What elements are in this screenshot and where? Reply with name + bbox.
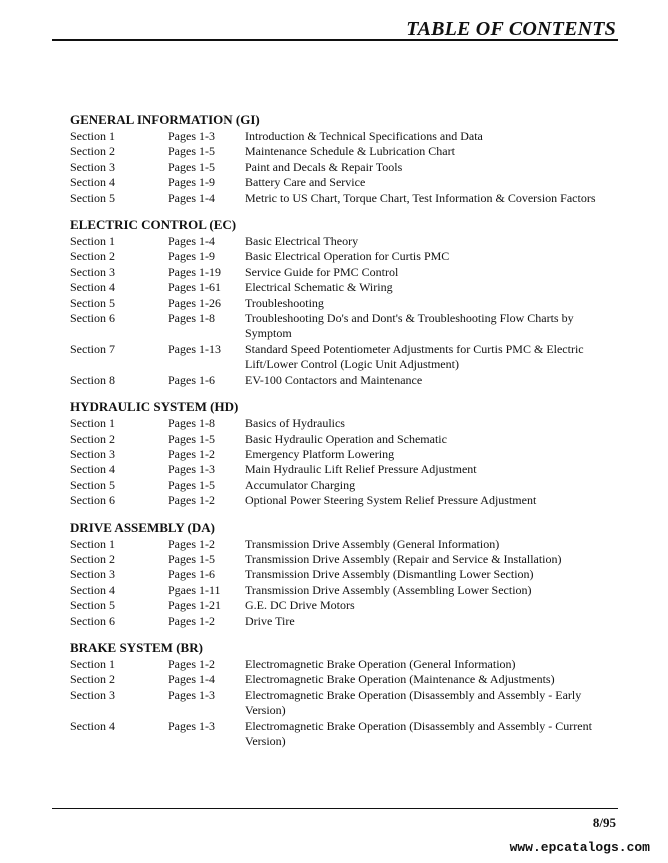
toc-entry (70, 342, 610, 373)
toc-entry (70, 373, 610, 388)
entry-section-label: Section 5 (70, 598, 115, 613)
entry-pages: Pages 1-5 (168, 477, 215, 492)
entry-description: Electromagnetic Brake Operation (Disassembly and Assembly - Early Version) (245, 687, 582, 718)
entry-pages: Pages 1-6 (168, 372, 215, 387)
entry-section-label: Section 6 (70, 311, 115, 326)
toc-content (70, 112, 610, 760)
entry-pages: Pages 1-2 (168, 536, 215, 551)
entry-section-label: Section 3 (70, 567, 115, 582)
entry-description: Introduction & Technical Specifications and Data (245, 129, 483, 143)
entry-pages: Pages 1-13 (168, 341, 221, 356)
section-heading: GENERAL INFORMATION (GI) (70, 112, 260, 127)
entry-description: Drive Tire (245, 613, 295, 628)
entry-pages: Pages 1-6 (168, 567, 215, 582)
entry-pages: Pages 1-5 (168, 551, 215, 566)
toc-entry (70, 567, 610, 582)
entry-pages: Pages 1-61 (168, 280, 221, 295)
entry-pages: Pgaes 1-11 (168, 582, 221, 597)
entry-description: Electrical Schematic & Wiring (245, 280, 393, 295)
entry-section-label: Section 4 (70, 718, 115, 733)
entry-section-label: Section 2 (70, 144, 115, 159)
toc-entry (70, 614, 610, 629)
section-heading: DRIVE ASSEMBLY (DA) (70, 519, 215, 535)
toc-entry (70, 311, 610, 342)
toc-entry (70, 462, 610, 477)
entry-description: Troubleshooting Do's and Dont's & Troubleshooting Flow Charts by Symptom (245, 311, 574, 341)
section-heading: BRAKE SYSTEM (BR) (70, 639, 203, 655)
entry-description: Accumulator Charging (245, 477, 356, 492)
toc-section (70, 399, 610, 508)
entry-pages: Pages 1-3 (168, 462, 215, 477)
footer-divider (52, 808, 618, 809)
toc-entry (70, 552, 610, 567)
entry-description: Paint and Decals & Repair Tools (245, 159, 403, 174)
entry-section-label: Section 3 (70, 446, 115, 461)
toc-entry (70, 672, 610, 687)
entry-description: Optional Power Steering System Relief Pressure Adjustment (245, 493, 537, 508)
entry-section-label: Section 1 (70, 536, 115, 551)
entry-section-label: Section 2 (70, 249, 115, 264)
entry-section-label: Section 7 (70, 341, 115, 356)
toc-entry (70, 657, 610, 672)
toc-section (70, 112, 610, 206)
entry-section-label: Section 5 (70, 477, 115, 492)
entry-pages: Pages 1-8 (168, 311, 215, 326)
entry-section-label: Section 2 (70, 431, 115, 446)
entry-section-label: Section 3 (70, 687, 115, 702)
toc-entry (70, 688, 610, 719)
toc-entry (70, 583, 610, 598)
toc-entry (70, 265, 610, 280)
toc-section (70, 217, 610, 388)
entry-description: Electromagnetic Brake Operation (General Information) (245, 656, 516, 671)
entry-pages: Pages 1-4 (168, 190, 215, 205)
entry-pages: Pages 1-2 (168, 493, 215, 508)
entry-pages: Pages 1-8 (168, 416, 215, 431)
entry-section-label: Section 2 (70, 551, 115, 566)
entry-description: Basic Electrical Operation for Curtis PMC (245, 249, 450, 264)
entry-pages: Pages 1-3 (168, 718, 215, 733)
entry-section-label: Section 4 (70, 582, 115, 597)
entry-pages: Pages 1-19 (168, 264, 221, 279)
entry-section-label: Section 6 (70, 493, 115, 508)
toc-entry (70, 447, 610, 462)
entry-pages: Pages 1-5 (168, 159, 215, 174)
entry-section-label: Section 6 (70, 613, 115, 628)
entry-description: Emergency Platform Lowering (245, 446, 395, 461)
entry-pages: Pages 1-3 (168, 687, 215, 702)
toc-entry (70, 432, 610, 447)
page-title: TABLE OF CONTENTS (406, 18, 616, 40)
toc-entry (70, 144, 610, 159)
entry-section-label: Section 1 (70, 416, 115, 431)
entry-description: Service Guide for PMC Control (245, 264, 399, 279)
entry-description: Electromagnetic Brake Operation (Maintenance & Adjustments) (245, 672, 555, 687)
entry-description: Battery Care and Service (245, 175, 366, 190)
entry-pages: Pages 1-5 (168, 431, 215, 446)
entry-description: Troubleshooting (245, 295, 324, 310)
entry-pages: Pages 1-26 (168, 295, 221, 310)
entry-pages: Pages 1-2 (168, 613, 215, 628)
entry-section-label: Section 5 (70, 190, 115, 205)
entry-pages: Pages 1-2 (168, 446, 215, 461)
toc-entry (70, 598, 610, 613)
entry-description: EV-100 Contactors and Maintenance (245, 372, 423, 387)
page-number: 8/95 (592, 815, 616, 830)
entry-section-label: Section 8 (70, 372, 115, 387)
toc-entry (70, 478, 610, 493)
entry-section-label: Section 2 (70, 672, 115, 687)
entry-section-label: Section 4 (70, 175, 115, 190)
section-heading: HYDRAULIC SYSTEM (HD) (70, 399, 239, 415)
toc-entry (70, 280, 610, 295)
entry-pages: Pages 1-21 (168, 598, 221, 613)
toc-entry (70, 249, 610, 264)
entry-section-label: Section 1 (70, 656, 115, 671)
toc-entry (70, 537, 610, 552)
entry-description: Basic Hydraulic Operation and Schematic (245, 431, 447, 446)
toc-entry (70, 493, 610, 508)
watermark-link[interactable]: www.epcatalogs.com (509, 840, 650, 855)
entry-description: Basics of Hydraulics (245, 416, 345, 431)
toc-entry (70, 191, 610, 206)
entry-section-label: Section 5 (70, 295, 115, 310)
toc-entry (70, 175, 610, 190)
toc-entry (70, 129, 610, 144)
entry-pages: Pages 1-5 (168, 144, 215, 159)
toc-entry (70, 234, 610, 249)
toc-entry (70, 719, 610, 750)
entry-section-label: Section 3 (70, 264, 115, 279)
toc-entry (70, 416, 610, 431)
entry-pages: Pages 1-3 (168, 129, 215, 143)
toc-section (70, 640, 610, 749)
entry-description: Electromagnetic Brake Operation (Disassembly and Assembly - Current Version) (245, 718, 592, 748)
entry-description: Transmission Drive Assembly (Dismantling Lower Section) (245, 567, 534, 582)
entry-section-label: Section 1 (70, 234, 115, 249)
entry-description: Transmission Drive Assembly (Assembling Lower Section) (245, 582, 532, 597)
entry-section-label: Section 4 (70, 462, 115, 477)
entry-pages: Pages 1-4 (168, 234, 215, 249)
section-heading: ELECTRIC CONTROL (EC) (70, 217, 237, 233)
entry-description: Metric to US Chart, Torque Chart, Test Information & Coversion Factors (245, 190, 596, 205)
entry-pages: Pages 1-2 (168, 656, 215, 671)
entry-description: Basic Electrical Theory (245, 234, 359, 249)
entry-description: Maintenance Schedule & Lubrication Chart (245, 144, 455, 159)
entry-section-label: Section 1 (70, 129, 115, 143)
entry-description: Standard Speed Potentiometer Adjustments for Curtis PMC & Electric Lift/Lower Control (Logic Unit Adjustment) (245, 341, 584, 372)
entry-description: G.E. DC Drive Motors (245, 598, 355, 613)
entry-pages: Pages 1-4 (168, 672, 215, 687)
entry-description: Main Hydraulic Lift Relief Pressure Adjustment (245, 462, 477, 477)
toc-section (70, 520, 610, 629)
entry-pages: Pages 1-9 (168, 175, 215, 190)
entry-description: Transmission Drive Assembly (Repair and Service & Installation) (245, 551, 562, 566)
entry-description: Transmission Drive Assembly (General Information) (245, 536, 500, 551)
toc-entry (70, 160, 610, 175)
entry-section-label: Section 3 (70, 159, 115, 174)
entry-section-label: Section 4 (70, 280, 115, 295)
entry-pages: Pages 1-9 (168, 249, 215, 264)
toc-entry (70, 296, 610, 311)
header-divider (52, 39, 618, 41)
